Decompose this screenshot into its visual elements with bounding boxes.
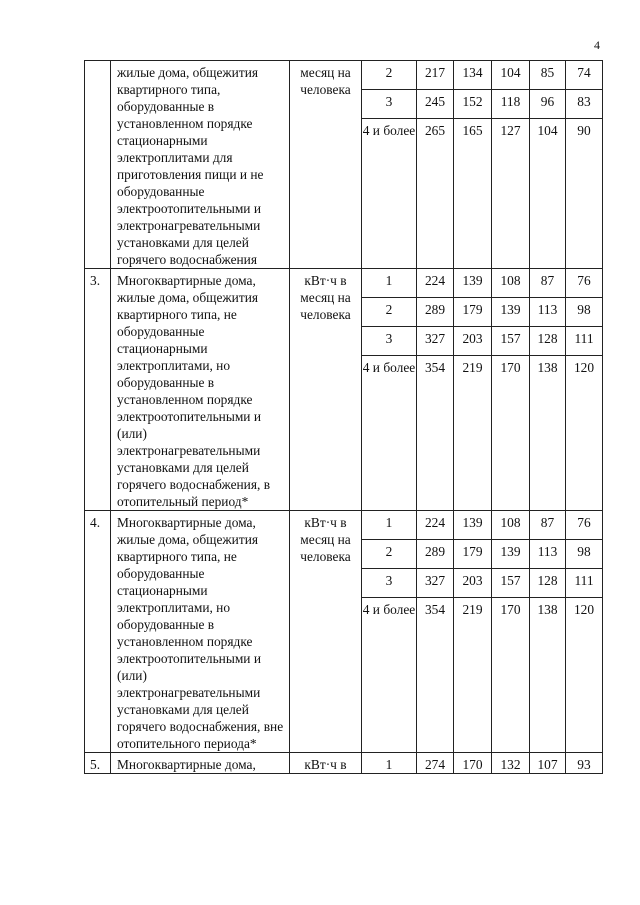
- persons-count-cell: 1: [362, 511, 417, 540]
- row-description: Многоквартирные дома, жилые дома, общежития квартирного типа, не оборудованные стационарными электроплитами, но оборудованные в установленном порядке электроотопительными и (или) электронагревательными установками для целей горячего водоснабжения, вне отопительного периода*: [111, 511, 290, 753]
- norm-value-cell: 104: [492, 61, 530, 90]
- norm-value-cell: 327: [417, 569, 454, 598]
- norm-value-cell: 165: [454, 119, 492, 269]
- row-number: 4.: [85, 511, 111, 753]
- row-description: жилые дома, общежития квартирного типа, оборудованные в установленном порядке стационарными электроплитами для приготовления пищи и не оборудованные электроотопительными и электронагревательными установками для целей горячего водоснабжения: [111, 61, 290, 269]
- norm-value-cell: 354: [417, 598, 454, 753]
- norm-value-cell: 138: [530, 598, 566, 753]
- norm-value-cell: 170: [492, 356, 530, 511]
- row-number: [85, 61, 111, 269]
- norm-value-cell: 157: [492, 569, 530, 598]
- norm-value-cell: 111: [566, 569, 603, 598]
- persons-count-cell: 4 и более: [362, 119, 417, 269]
- persons-count-cell: 4 и более: [362, 356, 417, 511]
- norm-value-cell: 93: [566, 753, 603, 774]
- table-row: [85, 269, 603, 298]
- norm-value-cell: 120: [566, 598, 603, 753]
- norm-value-cell: 74: [566, 61, 603, 90]
- norm-value-cell: 128: [530, 327, 566, 356]
- norm-value-cell: 128: [530, 569, 566, 598]
- norm-value-cell: 327: [417, 327, 454, 356]
- row-unit: кВт·ч в месяц на человека: [290, 269, 362, 511]
- norm-value-cell: 90: [566, 119, 603, 269]
- row-number: 5.: [85, 753, 111, 774]
- norm-value-cell: 179: [454, 298, 492, 327]
- norm-value-cell: 203: [454, 569, 492, 598]
- norm-value-cell: 224: [417, 269, 454, 298]
- norm-value-cell: 203: [454, 327, 492, 356]
- norm-value-cell: 108: [492, 511, 530, 540]
- norm-value-cell: 245: [417, 90, 454, 119]
- norm-value-cell: 76: [566, 511, 603, 540]
- norm-value-cell: 157: [492, 327, 530, 356]
- norm-value-cell: 83: [566, 90, 603, 119]
- norms-table: [84, 60, 603, 774]
- norm-value-cell: 170: [454, 753, 492, 774]
- norm-value-cell: 118: [492, 90, 530, 119]
- norm-value-cell: 289: [417, 298, 454, 327]
- table-row: [85, 753, 603, 774]
- norm-value-cell: 113: [530, 298, 566, 327]
- persons-count-cell: 2: [362, 298, 417, 327]
- row-number: 3.: [85, 269, 111, 511]
- norm-value-cell: 219: [454, 356, 492, 511]
- norm-value-cell: 85: [530, 61, 566, 90]
- norm-value-cell: 265: [417, 119, 454, 269]
- norm-value-cell: 170: [492, 598, 530, 753]
- norm-value-cell: 96: [530, 90, 566, 119]
- persons-count-cell: 1: [362, 269, 417, 298]
- norm-value-cell: 139: [454, 269, 492, 298]
- row-unit: месяц на человека: [290, 61, 362, 269]
- table-row: [85, 61, 603, 90]
- norm-value-cell: 139: [492, 298, 530, 327]
- norm-value-cell: 113: [530, 540, 566, 569]
- persons-count-cell: 3: [362, 569, 417, 598]
- norm-value-cell: 219: [454, 598, 492, 753]
- norm-value-cell: 108: [492, 269, 530, 298]
- persons-count-cell: 1: [362, 753, 417, 774]
- norm-value-cell: 111: [566, 327, 603, 356]
- norm-value-cell: 179: [454, 540, 492, 569]
- norm-value-cell: 138: [530, 356, 566, 511]
- persons-count-cell: 3: [362, 90, 417, 119]
- row-description: Многоквартирные дома,: [111, 753, 290, 774]
- row-unit: кВт·ч в месяц на человека: [290, 511, 362, 753]
- norm-value-cell: 98: [566, 540, 603, 569]
- row-unit: кВт·ч в: [290, 753, 362, 774]
- norm-value-cell: 289: [417, 540, 454, 569]
- norm-value-cell: 107: [530, 753, 566, 774]
- norm-value-cell: 132: [492, 753, 530, 774]
- norm-value-cell: 87: [530, 511, 566, 540]
- persons-count-cell: 3: [362, 327, 417, 356]
- norm-value-cell: 98: [566, 298, 603, 327]
- page-number: 4: [594, 38, 600, 52]
- persons-count-cell: 2: [362, 61, 417, 90]
- persons-count-cell: 4 и более: [362, 598, 417, 753]
- persons-count-cell: 2: [362, 540, 417, 569]
- row-description: Многоквартирные дома, жилые дома, общежития квартирного типа, не оборудованные стационарными электроплитами, но оборудованные в установленном порядке электроотопительными и (или) электронагревательными установками для целей горячего водоснабжения, в отопительный период*: [111, 269, 290, 511]
- norm-value-cell: 87: [530, 269, 566, 298]
- norm-value-cell: 217: [417, 61, 454, 90]
- norm-value-cell: 354: [417, 356, 454, 511]
- norm-value-cell: 139: [454, 511, 492, 540]
- norm-value-cell: 134: [454, 61, 492, 90]
- norm-value-cell: 152: [454, 90, 492, 119]
- norm-value-cell: 127: [492, 119, 530, 269]
- norm-value-cell: 274: [417, 753, 454, 774]
- norm-value-cell: 139: [492, 540, 530, 569]
- norm-value-cell: 104: [530, 119, 566, 269]
- table-row: [85, 511, 603, 540]
- norm-value-cell: 224: [417, 511, 454, 540]
- norm-value-cell: 76: [566, 269, 603, 298]
- norm-value-cell: 120: [566, 356, 603, 511]
